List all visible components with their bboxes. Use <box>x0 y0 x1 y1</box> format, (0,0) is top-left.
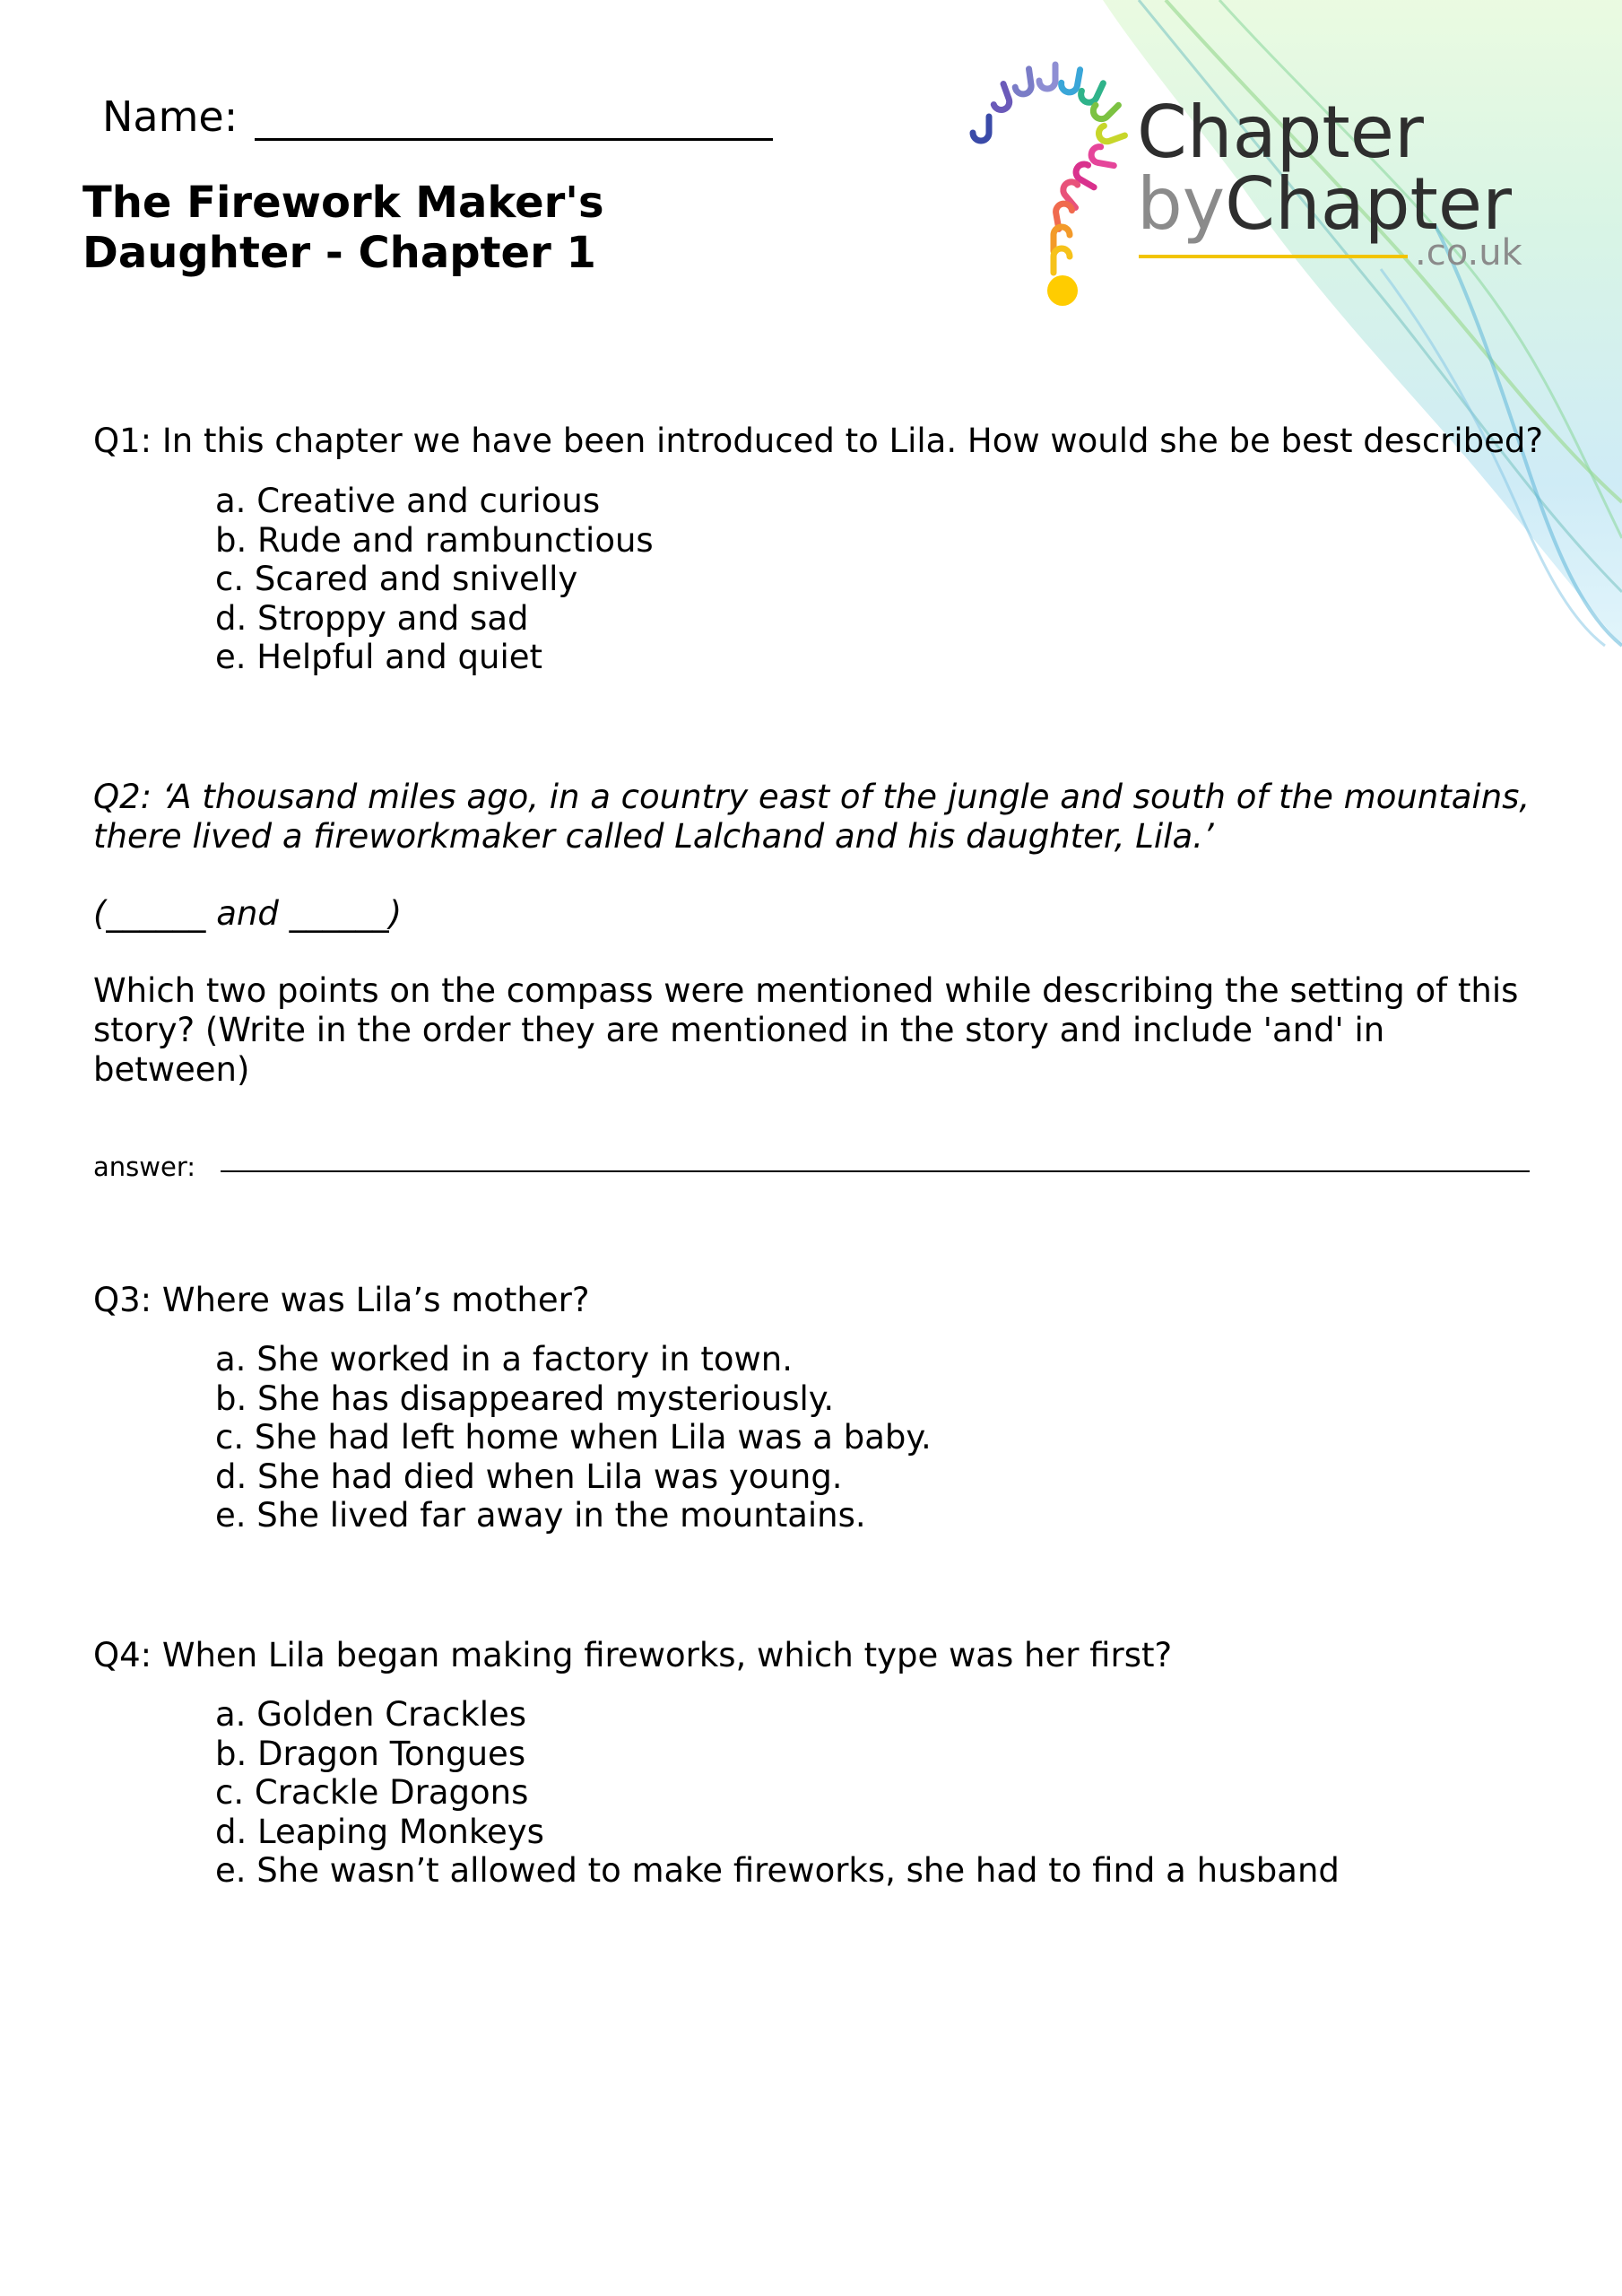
q4-option-d[interactable]: d. Leaping Monkeys <box>215 1812 544 1851</box>
name-label: Name: <box>102 92 239 141</box>
worksheet-title <box>82 178 710 278</box>
q3-option-d[interactable]: d. She had died when Lila was young. <box>215 1457 843 1496</box>
q2-question-line-1: Which two points on the compass were mentioned while describing the setting of this <box>93 971 1519 1010</box>
logo-word-bychapter <box>1137 162 1512 246</box>
q2-question <box>93 971 1546 1090</box>
q3-prompt: Q3: Where was Lila’s mother? <box>93 1281 590 1319</box>
q1-option-b[interactable]: b. Rude and rambunctious <box>215 520 654 560</box>
name-field[interactable] <box>102 91 238 142</box>
q2-question-line-2: story? (Write in the order they are mentioned in the story and include 'and' in <box>93 1011 1385 1049</box>
name-underline <box>255 138 773 141</box>
q2-quote-line-2: there lived a fireworkmaker called Lalchand and his daughter, Lila.’ <box>93 817 1214 856</box>
q3-option-c[interactable]: c. She had left home when Lila was a baby. <box>215 1418 932 1457</box>
q1-options <box>215 482 654 677</box>
q2-answer-line[interactable] <box>221 1170 1530 1172</box>
q4-prompt: Q4: When Lila began making fireworks, which type was her first? <box>93 1636 1173 1674</box>
q4-option-a[interactable]: a. Golden Crackles <box>215 1695 527 1734</box>
title-line-1: The Firework Maker's <box>82 178 604 228</box>
q4-option-e[interactable]: e. She wasn’t allowed to make fireworks, she had to find a husband <box>215 1851 1340 1890</box>
q2-blank-prompt: (______ and ______) <box>93 894 403 933</box>
q4-option-b[interactable]: b. Dragon Tongues <box>215 1734 526 1773</box>
q2-question-line-3: between) <box>93 1050 250 1089</box>
logo-underline <box>1139 255 1408 258</box>
q1-option-e[interactable]: e. Helpful and quiet <box>215 638 543 676</box>
logo-word-by: by <box>1137 162 1226 246</box>
q4-options <box>215 1695 1340 1891</box>
q3-option-b[interactable]: b. She has disappeared mysteriously. <box>215 1378 835 1418</box>
q1-option-c[interactable]: c. Scared and snivelly <box>215 560 578 598</box>
q2-answer-label: answer: <box>93 1152 196 1182</box>
logo-word-chapter-2: Chapter <box>1225 162 1512 246</box>
logo-word-chapter: Chapter <box>1137 91 1424 174</box>
q3-option-a[interactable]: a. She worked in a factory in town. <box>215 1340 793 1378</box>
q2-quote <box>93 778 1546 857</box>
q3-options <box>215 1340 932 1535</box>
logo-domain-suffix: .co.uk <box>1415 232 1522 274</box>
q2-quote-line-1: Q2: ‘A thousand miles ago, in a country east of the jungle and south of the mountains, <box>93 778 1531 816</box>
title-line-2: Daughter - Chapter 1 <box>82 228 596 278</box>
logo-question-mark-icon <box>964 50 1143 310</box>
q1-prompt: Q1: In this chapter we have been introduced to Lila. How would she be best described? <box>93 422 1544 460</box>
q1-option-a[interactable]: a. Creative and curious <box>215 482 601 520</box>
q4-option-c[interactable]: c. Crackle Dragons <box>215 1773 529 1812</box>
q3-option-e[interactable]: e. She lived far away in the mountains. <box>215 1496 866 1535</box>
q1-option-d[interactable]: d. Stroppy and sad <box>215 598 529 638</box>
